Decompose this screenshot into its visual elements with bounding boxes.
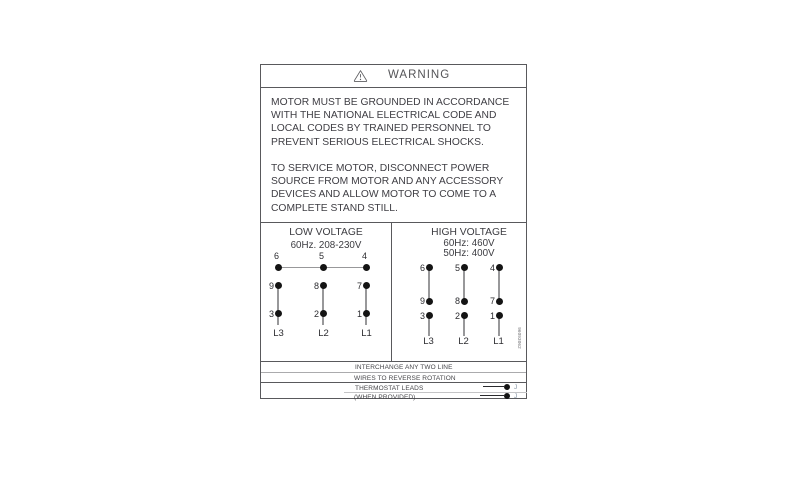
hv-line-L3: L3	[423, 335, 434, 347]
text-line: LOCAL CODES BY TRAINED PERSONNEL TO	[271, 123, 491, 135]
grounding-warning-text	[271, 96, 509, 150]
hv-terminal-8: 8	[454, 296, 460, 306]
voltage-section-top-border	[261, 222, 526, 223]
low-voltage-title: LOW VOLTAGE	[289, 227, 363, 238]
text-line: DEVICES AND ALLOW MOTOR TO COME TO A	[271, 189, 497, 201]
hv-terminal-5: 5	[454, 262, 460, 273]
footer-divider	[261, 382, 526, 383]
terminal-dot	[320, 264, 327, 271]
text-line: SOURCE FROM MOTOR AND ANY ACCESSORY	[271, 175, 504, 187]
warning-triangle-icon	[353, 69, 368, 83]
terminal-dot	[496, 264, 503, 271]
header-divider	[261, 87, 526, 88]
thermostat-note-line1: THERMOSTAT LEADS	[355, 384, 424, 392]
hv-terminal-9: 9	[419, 296, 425, 306]
lv-line-L1: L1	[361, 328, 372, 339]
lv-terminal-8: 8	[313, 280, 319, 291]
thermostat-lead-line	[483, 386, 504, 387]
lv-terminal-3: 3	[268, 308, 274, 319]
thermostat-lead-line	[480, 395, 504, 396]
part-number: 96093062	[516, 326, 522, 349]
connector-line	[277, 285, 278, 325]
lv-terminal-1: 1	[356, 308, 362, 319]
rotation-note-line1: INTERCHANGE ANY TWO LINE	[355, 364, 453, 371]
terminal-dot	[275, 310, 282, 317]
rotation-note-line2: WIRES TO REVERSE ROTATION	[354, 374, 456, 382]
lv-terminal-2: 2	[313, 308, 319, 319]
lv-terminal-6: 6	[273, 251, 279, 261]
terminal-dot	[426, 264, 433, 271]
terminal-dot	[461, 264, 468, 271]
text-line: WITH THE NATIONAL ELECTRICAL CODE AND	[271, 109, 497, 121]
connector-line	[428, 268, 429, 302]
voltage-section-bottom-border	[261, 361, 526, 362]
terminal-dot	[461, 298, 468, 305]
hv-terminal-3: 3	[419, 310, 425, 321]
lv-line-L2: L2	[318, 328, 329, 339]
thermostat-lead-label: J	[514, 392, 518, 400]
text-line: COMPLETE STAND STILL.	[271, 202, 398, 214]
footer-thin-divider	[261, 372, 526, 373]
warning-header	[261, 65, 526, 87]
connector-line	[365, 285, 366, 325]
text-line: PREVENT SERIOUS ELECTRICAL SHOCKS.	[271, 136, 484, 148]
lv-line-L3: L3	[273, 328, 284, 339]
terminal-dot	[461, 312, 468, 319]
hv-line-L2: L2	[458, 335, 469, 347]
terminal-dot	[320, 310, 327, 317]
terminal-dot	[496, 312, 503, 319]
service-warning-text	[271, 162, 503, 216]
terminal-dot	[363, 282, 370, 289]
hv-terminal-4: 4	[489, 262, 495, 273]
connector-line	[463, 268, 464, 302]
hv-terminal-7: 7	[489, 296, 495, 306]
lv-terminal-7: 7	[356, 280, 362, 291]
lv-terminal-9: 9	[268, 280, 274, 291]
terminal-dot	[363, 310, 370, 317]
thermostat-lead-dot	[504, 384, 510, 390]
hv-terminal-6: 6	[419, 262, 425, 273]
connector-line	[322, 285, 323, 325]
connector-line	[498, 268, 499, 302]
terminal-dot	[426, 298, 433, 305]
hv-terminal-2: 2	[454, 310, 460, 321]
hv-line-L1: L1	[493, 335, 504, 347]
terminal-dot	[426, 312, 433, 319]
high-voltage-subtitle-50hz: 50Hz: 400V	[443, 248, 495, 259]
hv-terminal-1: 1	[489, 310, 495, 321]
thermostat-note-line2: (WHEN PROVIDED)	[354, 393, 416, 401]
terminal-dot	[363, 264, 370, 271]
thermostat-lead-label: J	[514, 383, 518, 391]
terminal-dot	[275, 264, 282, 271]
high-voltage-subtitle-60hz: 60Hz: 460V	[443, 238, 495, 249]
lv-terminal-5: 5	[318, 251, 324, 261]
warning-title: WARNING	[388, 69, 451, 81]
footer-faint-divider	[344, 392, 527, 393]
terminal-dot	[320, 282, 327, 289]
terminal-dot	[275, 282, 282, 289]
thermostat-lead-dot	[504, 393, 510, 399]
text-line: TO SERVICE MOTOR, DISCONNECT POWER	[271, 162, 490, 174]
lv-terminal-4: 4	[361, 251, 367, 261]
voltage-column-divider	[391, 222, 392, 361]
motor-warning-label	[260, 64, 527, 399]
terminal-dot	[496, 298, 503, 305]
text-line: MOTOR MUST BE GROUNDED IN ACCORDANCE	[271, 96, 510, 108]
low-voltage-subtitle: 60Hz. 208-230V	[290, 239, 362, 251]
high-voltage-title: HIGH VOLTAGE	[431, 226, 507, 238]
